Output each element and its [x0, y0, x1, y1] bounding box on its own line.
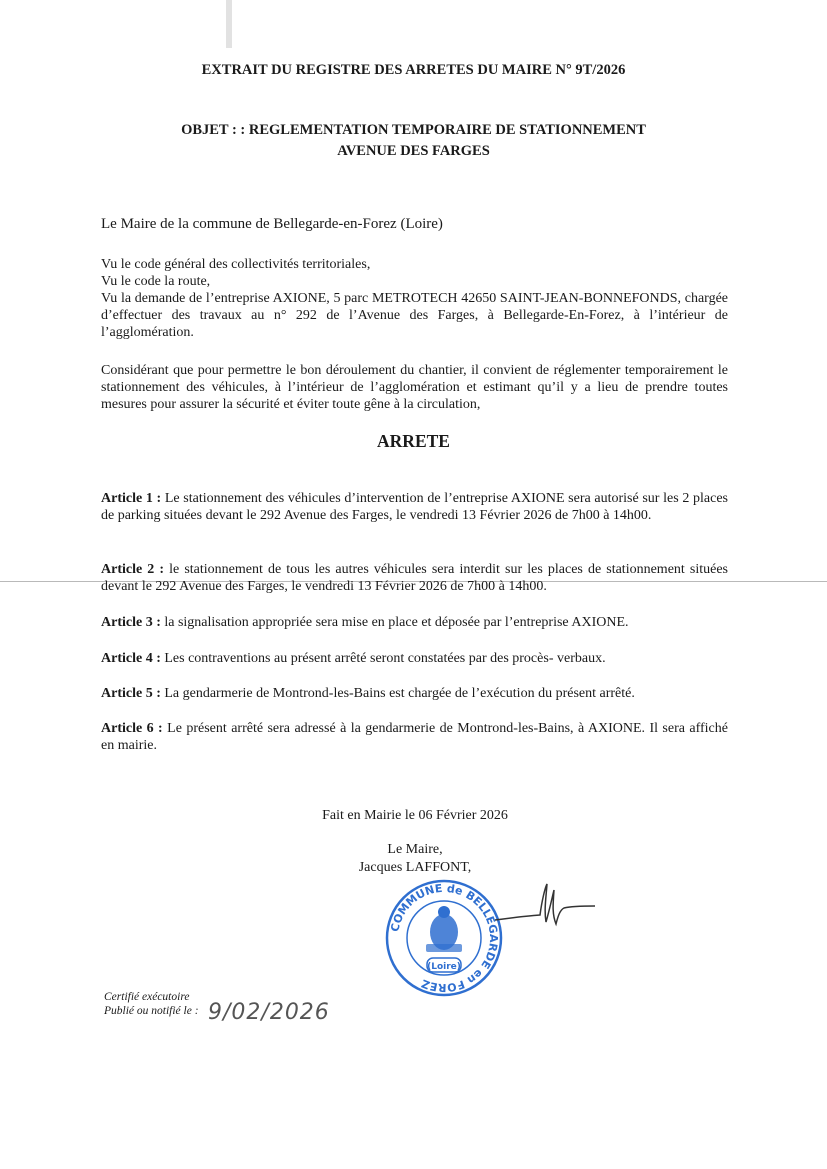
article-label: Article 1 :	[101, 491, 162, 506]
article-text: le stationnement de tous les autres véhicules sera interdit sur les places de stationnement situées devant le 292 Avenue des Farges, le vendredi 13 Février 2026 de 7h00 à 14h00.	[101, 562, 728, 594]
stamp-emblem	[426, 906, 462, 952]
arrete-heading: ARRETE	[377, 431, 450, 451]
subject-line-2: AVENUE DES FARGES	[337, 143, 490, 159]
considerant-paragraph: Considérant que pour permettre le bon déroulement du chantier, il convient de réglementer temporairement le stationnement des véhicules, à l’intérieur de l’agglomération et estimant qu’il y a lieu de prendre toutes mesures pour assurer la sécurité et éviter toute gêne à la circulation,	[101, 363, 728, 412]
handwritten-date: 9/02/2026	[208, 1000, 330, 1025]
article-text: La gendarmerie de Montrond-les-Bains est chargée de l’exécution du présent arrêté.	[160, 686, 635, 701]
mayor-role: Le Maire,	[387, 842, 443, 857]
official-stamp	[384, 878, 504, 998]
article-label: Article 2 :	[101, 562, 165, 577]
mayor-intro: Le Maire de la commune de Bellegarde-en-Forez (Loire)	[101, 216, 443, 232]
register-extract-title: EXTRAIT DU REGISTRE DES ARRETES DU MAIRE N° 9T/2026	[201, 62, 626, 78]
article-text: Les contraventions au présent arrêté seront constatées par des procès- verbaux.	[160, 651, 606, 666]
visa-demande-axione: Vu la demande de l’entreprise AXIONE, 5 parc METROTECH 42650 SAINT-JEAN-BONNEFONDS, chargée d’effectuer des travaux au n° 292 de l’Avenue des Farges, à Bellegarde-En-Forez, à l’intérieur de l’agglomération.	[101, 291, 728, 340]
article-text: Le stationnement des véhicules d’intervention de l’entreprise AXIONE sera autorisé sur les 2 places de parking situées devant le 292 Avenue des Farges, le vendredi 13 Février 2026 de 7h00 à 14h00.	[101, 491, 728, 523]
visa-collectivites: Vu le code général des collectivités territoriales,	[101, 257, 371, 272]
mayor-name: Jacques LAFFONT,	[358, 860, 472, 875]
subject-line-1: OBJET : : REGLEMENTATION TEMPORAIRE DE STATIONNEMENT	[181, 122, 646, 138]
subject-heading	[0, 120, 827, 162]
article-1	[101, 490, 728, 524]
mayor-signature	[490, 880, 600, 940]
signature-stroke	[495, 884, 595, 924]
article-3	[101, 614, 728, 631]
article-2	[101, 561, 728, 595]
fait-en-mairie: Fait en Mairie le 06 Février 2026	[322, 808, 508, 823]
article-text: Le présent arrêté sera adressé à la gendarmerie de Montrond-les-Bains, à AXIONE. Il sera affiché en mairie.	[101, 721, 728, 753]
article-4	[101, 650, 728, 667]
visa-code-route: Vu le code la route,	[101, 274, 211, 289]
scan-artifact-top	[226, 0, 232, 48]
stamp-region-text: (Loire)	[427, 962, 461, 972]
article-label: Article 3 :	[101, 615, 161, 630]
article-label: Article 5 :	[101, 686, 161, 701]
article-label: Article 4 :	[101, 651, 161, 666]
certified-executoire: Certifié exécutoire	[104, 991, 190, 1003]
stamp-ring-text: COMMUNE de BELLEGARDE en FOREZ	[388, 881, 501, 995]
article-text: la signalisation appropriée sera mise en place et déposée par l’entreprise AXIONE.	[160, 615, 629, 630]
article-6	[101, 720, 728, 754]
article-label: Article 6 :	[101, 721, 163, 736]
article-5	[101, 685, 728, 702]
published-notified: Publié ou notifié le :	[104, 1005, 199, 1017]
certified-block	[104, 990, 199, 1018]
